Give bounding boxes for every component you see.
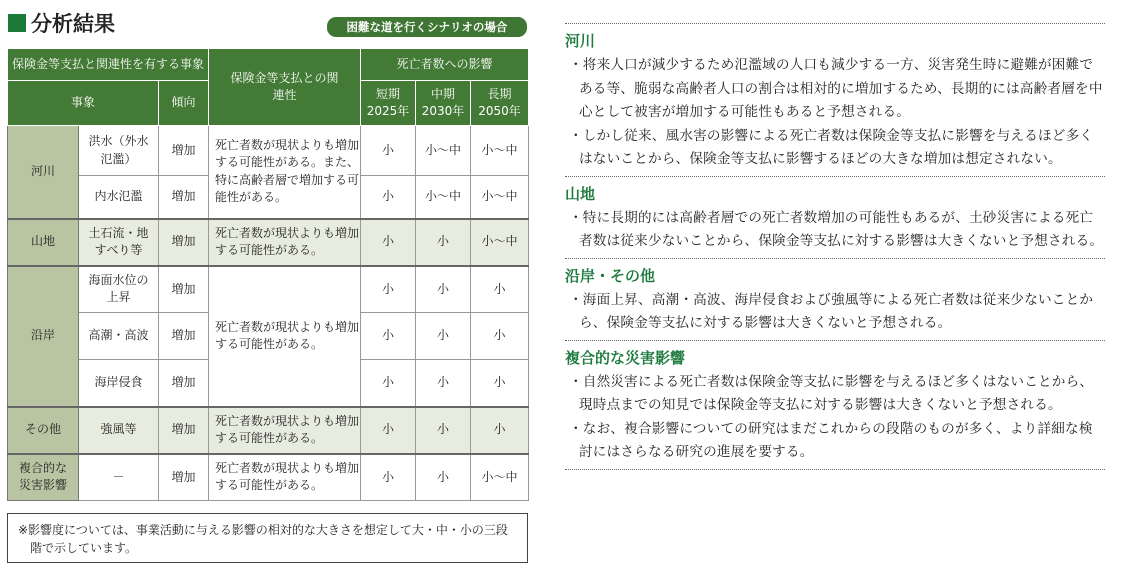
analysis-sections bbox=[565, 23, 1105, 470]
bullet-item: ・特に長期的には高齢者層での死亡者数増加の可能性もあるが、土砂災害による死亡者数は従来少ないことから、保険金等支払に対する影響は大きくないと予想される。 bbox=[569, 209, 1104, 249]
bullet-item: ・なお、複合影響についての研究はまだこれからの段階のものが多く、より詳細な検討にはさらなる研究の進展を要する。 bbox=[569, 420, 1093, 460]
section-coast-other bbox=[565, 258, 1105, 340]
short-cell: 小 bbox=[361, 266, 416, 313]
section-heading: 複合的な災害影響 bbox=[565, 348, 686, 367]
trend-cell: 増加 bbox=[159, 266, 209, 313]
event-cell: 海岸侵食 bbox=[79, 360, 159, 407]
table-row bbox=[8, 126, 529, 176]
footnote-text: ※影響度については、事業活動に与える影響の相対的な大きさを想定して大・中・小の三段階で示しています。 bbox=[18, 523, 508, 555]
mid-cell: 小 bbox=[416, 219, 471, 266]
event-cell: － bbox=[79, 454, 159, 501]
mid-cell: 小 bbox=[416, 360, 471, 407]
header-trend: 傾向 bbox=[159, 81, 209, 126]
header-short: 短期 2025年 bbox=[361, 81, 416, 126]
category-cell: 複合的な災害影響 bbox=[8, 454, 79, 501]
section-heading: 山地 bbox=[565, 184, 596, 203]
category-cell: 山地 bbox=[8, 219, 79, 266]
trend-cell: 増加 bbox=[159, 219, 209, 266]
trend-cell: 増加 bbox=[159, 454, 209, 501]
bullet-item: ・しかし従来、風水害の影響による死亡者数は保険金等支払に影響を与えるほど多くはないことから、保険金等支払に影響するほどの大きな増加は想定されない。 bbox=[569, 127, 1094, 167]
long-cell: 小 bbox=[471, 407, 529, 454]
mid-cell: 小～中 bbox=[416, 176, 471, 219]
long-cell: 小 bbox=[471, 313, 529, 360]
long-cell: 小～中 bbox=[471, 219, 529, 266]
trend-cell: 増加 bbox=[159, 360, 209, 407]
mid-cell: 小 bbox=[416, 266, 471, 313]
short-cell: 小 bbox=[361, 126, 416, 176]
short-cell: 小 bbox=[361, 454, 416, 501]
trend-cell: 増加 bbox=[159, 176, 209, 219]
square-bullet-icon bbox=[8, 14, 26, 32]
table-row bbox=[8, 407, 529, 454]
header-event: 事象 bbox=[8, 81, 159, 126]
mid-cell: 小 bbox=[416, 313, 471, 360]
category-cell: その他 bbox=[8, 407, 79, 454]
trend-cell: 増加 bbox=[159, 313, 209, 360]
header-long: 長期 2050年 bbox=[471, 81, 529, 126]
trend-cell: 増加 bbox=[159, 407, 209, 454]
relation-cell: 死亡者数が現状よりも増加する可能性がある。 bbox=[209, 266, 361, 407]
header-group1: 保険金等支払と関連性を有する事象 bbox=[8, 49, 209, 81]
bullet-item: ・自然災害による死亡者数は保険金等支払に影響を与えるほど多くはないことから、現時点までの知見では保険金等支払に対する影響は大きくないと予想される。 bbox=[569, 373, 1094, 413]
table-row bbox=[8, 454, 529, 501]
long-cell: 小 bbox=[471, 360, 529, 407]
header-mid: 中期 2030年 bbox=[416, 81, 471, 126]
section-heading: 河川 bbox=[565, 32, 596, 50]
relation-cell: 死亡者数が現状よりも増加する可能性がある。 bbox=[209, 407, 361, 454]
section-mountain bbox=[565, 176, 1105, 258]
section-river bbox=[565, 23, 1105, 176]
section-heading: 沿岸・その他 bbox=[565, 266, 656, 285]
short-cell: 小 bbox=[361, 219, 416, 266]
long-cell: 小～中 bbox=[471, 454, 529, 501]
trend-cell: 増加 bbox=[159, 126, 209, 176]
relation-cell: 死亡者数が現状よりも増加する可能性がある。 bbox=[209, 219, 361, 266]
header-impact: 死亡者数への影響 bbox=[361, 49, 529, 81]
divider bbox=[565, 469, 1105, 470]
table-row bbox=[8, 266, 529, 313]
bullet-item: ・将来人口が減少するため氾濫域の人口も減少する一方、災害発生時に避難が困難である等、脆弱な高齢者人口の割合は相対的に増加するため、長期的には高齢者層を中心として被害が増加する可能性もあると予想される。 bbox=[569, 57, 1103, 120]
short-cell: 小 bbox=[361, 407, 416, 454]
header-relation: 保険金等支払との関連性 bbox=[209, 49, 361, 126]
long-cell: 小～中 bbox=[471, 176, 529, 219]
event-cell: 高潮・高波 bbox=[79, 313, 159, 360]
footnote-box bbox=[7, 513, 528, 563]
table-row bbox=[8, 219, 529, 266]
event-cell: 土石流・地すべり等 bbox=[79, 219, 159, 266]
event-cell: 内水氾濫 bbox=[79, 176, 159, 219]
long-cell: 小 bbox=[471, 266, 529, 313]
short-cell: 小 bbox=[361, 360, 416, 407]
short-cell: 小 bbox=[361, 176, 416, 219]
mid-cell: 小～中 bbox=[416, 126, 471, 176]
short-cell: 小 bbox=[361, 313, 416, 360]
scenario-badge: 困難な道を行くシナリオの場合 bbox=[327, 17, 527, 37]
bullet-item: ・海面上昇、高潮・高波、海岸侵食および強風等による死亡者数は従来少ないことから、保険金等支払に対する影響は大きくないと予想される。 bbox=[569, 291, 1094, 331]
category-cell: 沿岸 bbox=[8, 266, 79, 407]
mid-cell: 小 bbox=[416, 454, 471, 501]
page-title bbox=[8, 8, 115, 38]
long-cell: 小～中 bbox=[471, 126, 529, 176]
impact-table bbox=[7, 48, 529, 501]
mid-cell: 小 bbox=[416, 407, 471, 454]
relation-cell: 死亡者数が現状よりも増加する可能性がある。 bbox=[209, 454, 361, 501]
event-cell: 強風等 bbox=[79, 407, 159, 454]
section-compound bbox=[565, 340, 1105, 469]
category-cell: 河川 bbox=[8, 126, 79, 219]
event-cell: 洪水（外水氾濫） bbox=[79, 126, 159, 176]
event-cell: 海面水位の上昇 bbox=[79, 266, 159, 313]
relation-cell: 死亡者数が現状よりも増加する可能性がある。また、特に高齢者層で増加する可能性がある。 bbox=[209, 126, 361, 219]
page-title-text: 分析結果 bbox=[31, 12, 115, 36]
